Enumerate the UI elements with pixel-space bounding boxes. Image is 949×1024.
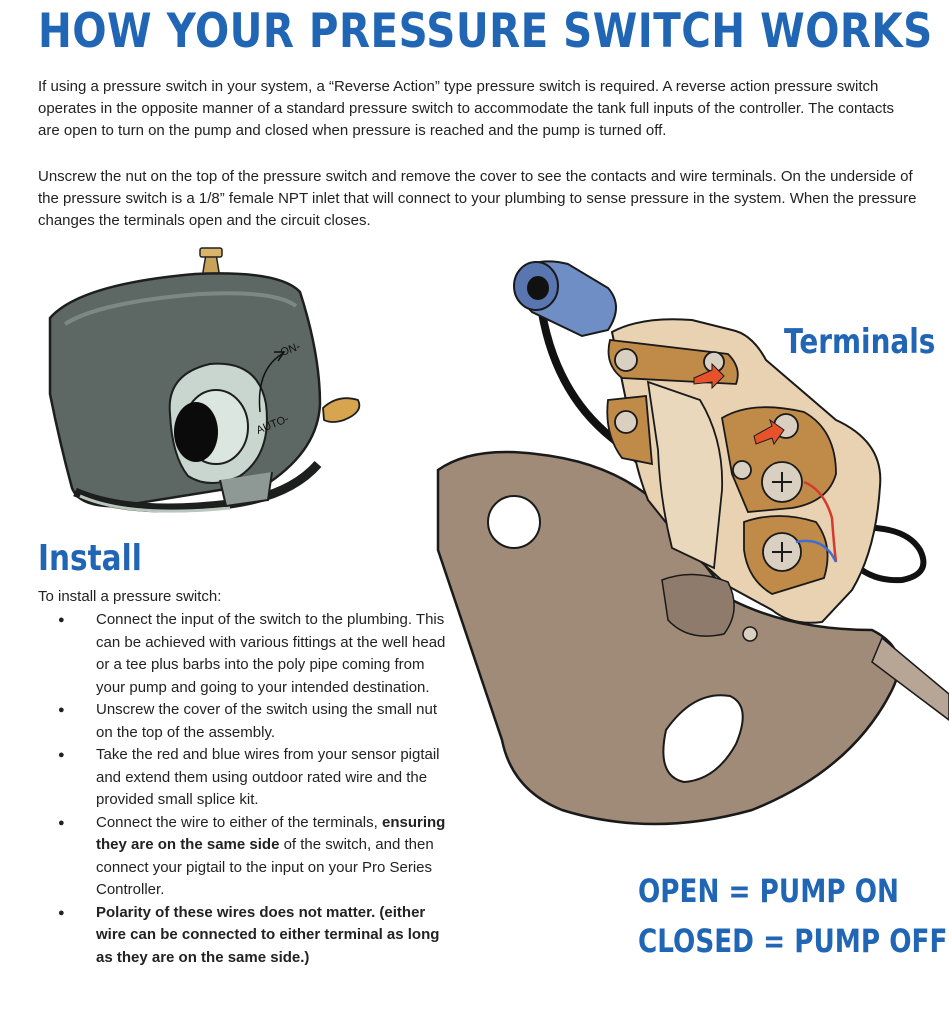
list-item: ● Polarity of these wires does not matter. (either wire can be connected to either terminal as long as they are on the same side.)	[38, 902, 450, 970]
pressure-switch-cover-illustration	[20, 244, 370, 534]
list-item: ● Connect the input of the switch to the plumbing. This can be achieved with various fittings at the well head or a tee plus barbs into the poly pipe coming from your pump and going to your intended destination.	[38, 609, 450, 699]
page-title: HOW YOUR PRESSURE SWITCH WORKS	[38, 4, 933, 59]
on-label: ON-	[278, 340, 302, 359]
install-heading: Install	[38, 538, 142, 579]
install-intro: To install a pressure switch:	[38, 588, 222, 605]
open-state-caption: OPEN = PUMP ON	[638, 872, 899, 910]
list-item: ● Unscrew the cover of the switch using the small nut on the top of the assembly.	[38, 699, 450, 744]
closed-state-caption: CLOSED = PUMP OFF	[638, 922, 948, 960]
install-steps-list	[38, 609, 450, 969]
terminals-heading: Terminals	[784, 322, 936, 362]
list-item: ● Connect the wire to either of the terminals, ensuring they are on the same side of the switch, and then connect your pigtail to the input on your Pro Series Controller.	[38, 812, 450, 902]
intro-paragraph: If using a pressure switch in your system, a “Reverse Action” type pressure switch is required. A reverse action pressure switch operates in the opposite manner of a standard pressure switch to accommodate the tank full inputs of the controller. The contacts are open to turn on the pump and closed when pressure is reached and the pump is turned off.	[38, 78, 895, 139]
same-side-emphasis: ensuring they are on the same side	[96, 813, 446, 853]
detail-paragraph: Unscrew the nut on the top of the pressure switch and remove the cover to see the contacts and wire terminals. On the underside of the pressure switch is a 1/8” female NPT inlet that will connect to your plumbing to sense pressure in the system. When the pressure changes the terminals open and the circuit closes.	[38, 168, 917, 229]
auto-label: AUTO-	[254, 412, 291, 437]
list-item: ● Take the red and blue wires from your sensor pigtail and extend them using outdoor rated wire and the provided small splice kit.	[38, 744, 450, 812]
